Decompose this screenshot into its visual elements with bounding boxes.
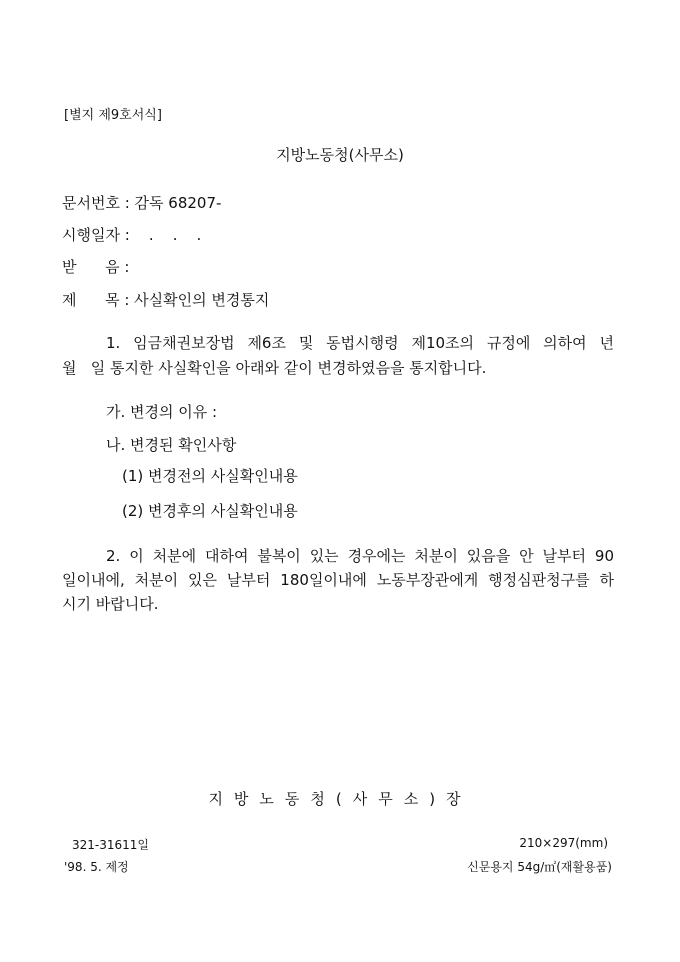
sub-item-after: (2) 변경후의 사실확인내용 xyxy=(122,502,298,520)
recipient-line: 받 음 : xyxy=(62,258,130,276)
para2-line1: 2. 이 처분에 대하여 불복이 있는 경우에는 처분이 있음을 안 날부터 90 xyxy=(106,547,614,565)
item-reason: 가. 변경의 이유 : xyxy=(106,403,218,421)
date-line: 시행일자 : . . . xyxy=(62,226,202,244)
footer-code: 321-31611일 xyxy=(72,838,150,852)
item-changed: 나. 변경된 확인사항 xyxy=(106,436,237,454)
footer-date: '98. 5. 제정 xyxy=(64,860,129,874)
office-title: 지방노동청(사무소) xyxy=(276,146,404,164)
footer-paper: 신문용지 54g/㎡(재활용품) xyxy=(467,860,612,874)
para2-line3: 시기 바랍니다. xyxy=(62,595,159,613)
signature-line: 지방노동청(사무소)장 xyxy=(208,790,472,808)
footer-size: 210×297(mm) xyxy=(519,836,608,850)
para2-line2: 일이내에, 처분이 있은 날부터 180일이내에 노동부장관에게 행정심판청구를 하 xyxy=(62,571,614,589)
para1-line1: 1. 임금채권보장법 제6조 및 동법시행령 제10조의 규정에 의하여 년 xyxy=(106,334,614,352)
doc-number-line: 문서번호 : 감독 68207- xyxy=(62,194,222,212)
form-number: [별지 제9호서식] xyxy=(64,108,162,123)
para1-line2: 월 일 통지한 사실확인을 아래와 같이 변경하였음을 통지합니다. xyxy=(62,359,487,377)
subject-line: 제 목 : 사실확인의 변경통지 xyxy=(62,291,270,309)
sub-item-before: (1) 변경전의 사실확인내용 xyxy=(122,467,298,485)
